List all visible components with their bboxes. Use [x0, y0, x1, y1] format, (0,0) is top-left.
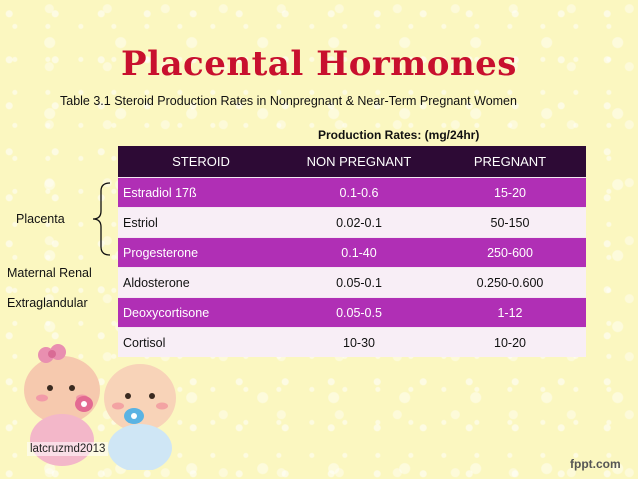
cell-nonpregnant: 10-30	[284, 328, 434, 358]
table-row	[118, 298, 586, 328]
brand-logo: fppt.com	[570, 457, 621, 471]
curly-brace-icon	[90, 181, 112, 257]
table-caption: Table 3.1 Steroid Production Rates in Nonpregnant & Near-Term Pregnant Women	[60, 94, 517, 108]
cell-pregnant: 10-20	[434, 328, 586, 358]
table-row	[118, 238, 586, 268]
cell-steroid: Cortisol	[118, 328, 284, 358]
header-pregnant: PREGNANT	[434, 146, 586, 178]
maternal-renal-label: Maternal Renal	[7, 266, 92, 280]
extraglandular-label: Extraglandular	[7, 296, 88, 310]
cell-nonpregnant: 0.1-40	[284, 238, 434, 268]
cell-steroid: Progesterone	[118, 238, 284, 268]
units-label: Production Rates: (mg/24hr)	[318, 128, 480, 142]
table-row	[118, 178, 586, 208]
steroid-table	[118, 146, 586, 357]
cell-steroid: Deoxycortisone	[118, 298, 284, 328]
cell-nonpregnant: 0.02-0.1	[284, 208, 434, 238]
cell-pregnant: 1-12	[434, 298, 586, 328]
header-nonpregnant: NON PREGNANT	[284, 146, 434, 178]
cell-steroid: Estriol	[118, 208, 284, 238]
slide-title: Placental Hormones	[121, 44, 517, 84]
cell-pregnant: 250-600	[434, 238, 586, 268]
cell-pregnant: 0.250-0.600	[434, 268, 586, 298]
table-header-row	[118, 146, 586, 178]
table-row	[118, 208, 586, 238]
cell-pregnant: 15-20	[434, 178, 586, 208]
cell-nonpregnant: 0.05-0.5	[284, 298, 434, 328]
cell-pregnant: 50-150	[434, 208, 586, 238]
cell-steroid: Aldosterone	[118, 268, 284, 298]
placenta-label: Placenta	[16, 212, 65, 226]
header-steroid: STEROID	[118, 146, 284, 178]
cell-nonpregnant: 0.05-0.1	[284, 268, 434, 298]
table-row	[118, 268, 586, 298]
watermark: latcruzmd2013	[27, 442, 108, 456]
cell-nonpregnant: 0.1-0.6	[284, 178, 434, 208]
cell-steroid: Estradiol 17ß	[118, 178, 284, 208]
